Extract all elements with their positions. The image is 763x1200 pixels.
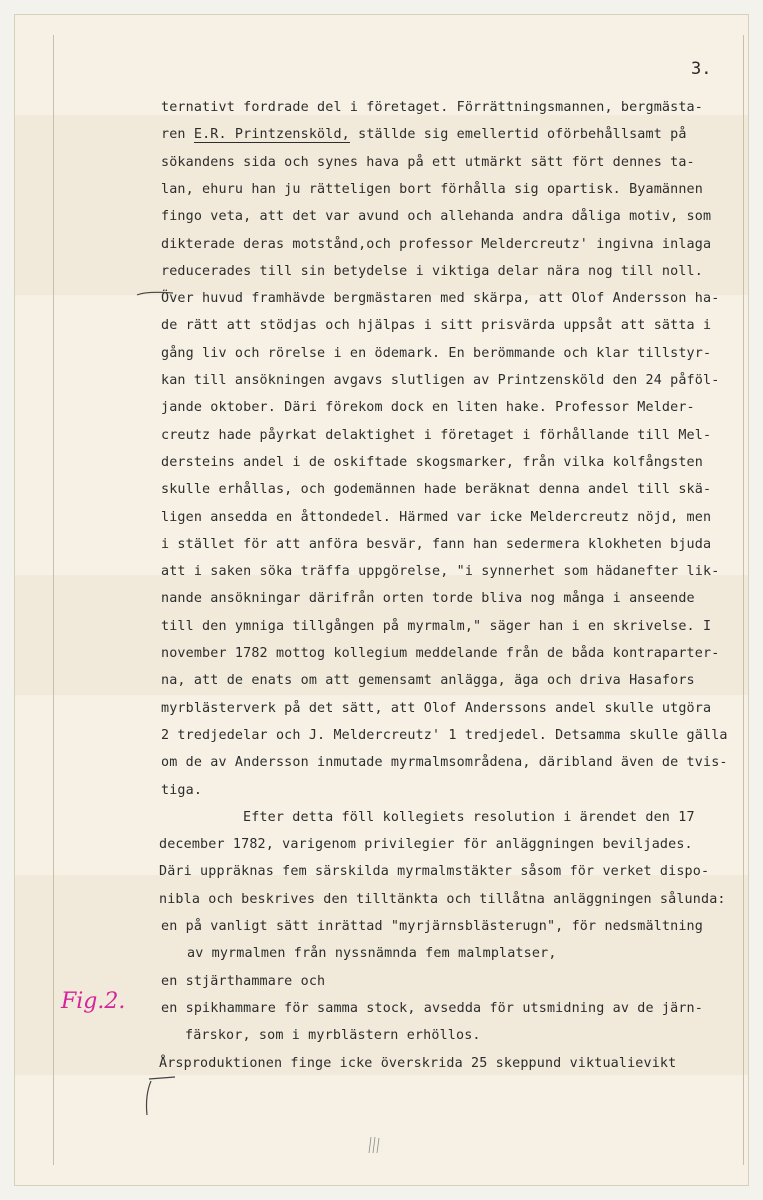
text-line: Däri uppräknas fem särskilda myrmalmstäkter såsom för verket dispo- [159, 864, 710, 879]
text-line: myrblästerverk på det sätt, att Olof Anderssons andel skulle utgöra [161, 700, 712, 716]
text-line: skulle erhållas, och godemännen hade beräknat denna andel till skä- [161, 482, 712, 498]
text-line: Över huvud framhävde bergmästaren med skärpa, att Olof Andersson ha- [161, 291, 720, 307]
text-line: nibla och beskrives den tilltänkta och tillåtna anläggningen sålunda: [159, 892, 726, 907]
margin-mark [139, 1073, 179, 1119]
text-segment: ren [161, 127, 194, 143]
text-line: kan till ansökningen avgavs slutligen av Printzensköld den 24 påföl- [161, 373, 720, 388]
text-line: en på vanligt sätt inrättad "myrjärnsblästerugn", för nedsmältning [161, 919, 703, 934]
document-page [14, 14, 749, 1186]
text-line: december 1782, varigenom privilegier för anläggningen beviljades. [159, 837, 693, 852]
text-line: en spikhammare för samma stock, avsedda för utsmidning av de järn- [161, 1001, 703, 1016]
text-line: Efter detta föll kollegiets resolution i ärendet den 17 [243, 810, 695, 825]
page-number: 3. [691, 59, 712, 79]
text-line: creutz hade påyrkat delaktighet i företaget i förhållande till Mel- [161, 427, 712, 443]
text-line: ligen ansedda en åttondedel. Härmed var icke Meldercreutz nöjd, men [161, 509, 712, 525]
text-line: na, att de enats om att gemensamt anlägga, äga och driva Hasafors [161, 673, 695, 689]
text-line: dersteins andel i de oskiftade skogsmarker, från vilka kolfångsten [161, 454, 703, 470]
text-line: jande oktober. Däri förekom dock en liten hake. Professor Melder- [161, 400, 695, 416]
text-line: i stället för att anföra besvär, fann han sedermera klokheten bjuda [161, 536, 712, 552]
text-line: till den ymniga tillgången på myrmalm," säger han i en skrivelse. I [161, 618, 712, 634]
text-line: av myrmalmen från nyssnämnda fem malmplatser, [187, 946, 557, 961]
text-line: färskor, som i myrblästern erhöllos. [185, 1028, 481, 1043]
text-line: 2 tredjedelar och J. Meldercreutz' 1 tredjedel. Detsamma skulle gälla [161, 727, 728, 743]
text-line [161, 127, 687, 142]
text-line: dikterade deras motstånd,och professor Meldercreutz' ingivna inlaga [161, 236, 712, 252]
text-line: reducerades till sin betydelse i viktiga delar nära nog till noll. [161, 263, 703, 279]
text-line: november 1782 mottog kollegium meddelande från de båda kontraparter- [161, 646, 720, 661]
margin-mark [135, 285, 175, 301]
text-line: tiga. [161, 782, 203, 798]
figure-annotation: Fig.2. [61, 989, 126, 1014]
text-line: fingo veta, att det var avund och allehanda andra dåliga motiv, som [161, 209, 712, 225]
text-line: de rätt att stödjas och hjälpas i sitt prisvärda uppsåt att sätta i [161, 318, 712, 334]
page-edge [53, 35, 54, 1165]
text-line: Årsproduktionen finge icke överskrida 25 skeppund viktualievikt [159, 1056, 677, 1071]
page-edge [743, 35, 744, 1165]
text-line: sökandens sida och synes hava på ett utmärkt sätt fört dennes ta- [161, 154, 695, 170]
text-line: lan, ehuru han ju rätteligen bort förhålla sig opartisk. Byamännen [161, 181, 703, 197]
text-line: nande ansökningar därifrån orten torde bliva nog många i anseende [161, 591, 695, 607]
text-line: om de av Andersson inmutade myrmalmsområdena, däribland även de tvis- [161, 755, 728, 771]
text-line: gång liv och rörelse i en ödemark. En berömmande och klar tillstyr- [161, 345, 712, 361]
text-line: en stjärthammare och [161, 974, 326, 989]
text-line: att i saken söka träffa uppgörelse, "i synnerhet som hädanefter lik- [161, 564, 720, 580]
text-line: ternativt fordrade del i företaget. Förrättningsmannen, bergmästa- [161, 100, 703, 115]
smudge-mark [365, 1135, 385, 1157]
underlined-name: E.R. Printzensköld, [193, 127, 350, 143]
text-segment: ställde sig emellertid oförbehållsamt på [349, 127, 687, 143]
